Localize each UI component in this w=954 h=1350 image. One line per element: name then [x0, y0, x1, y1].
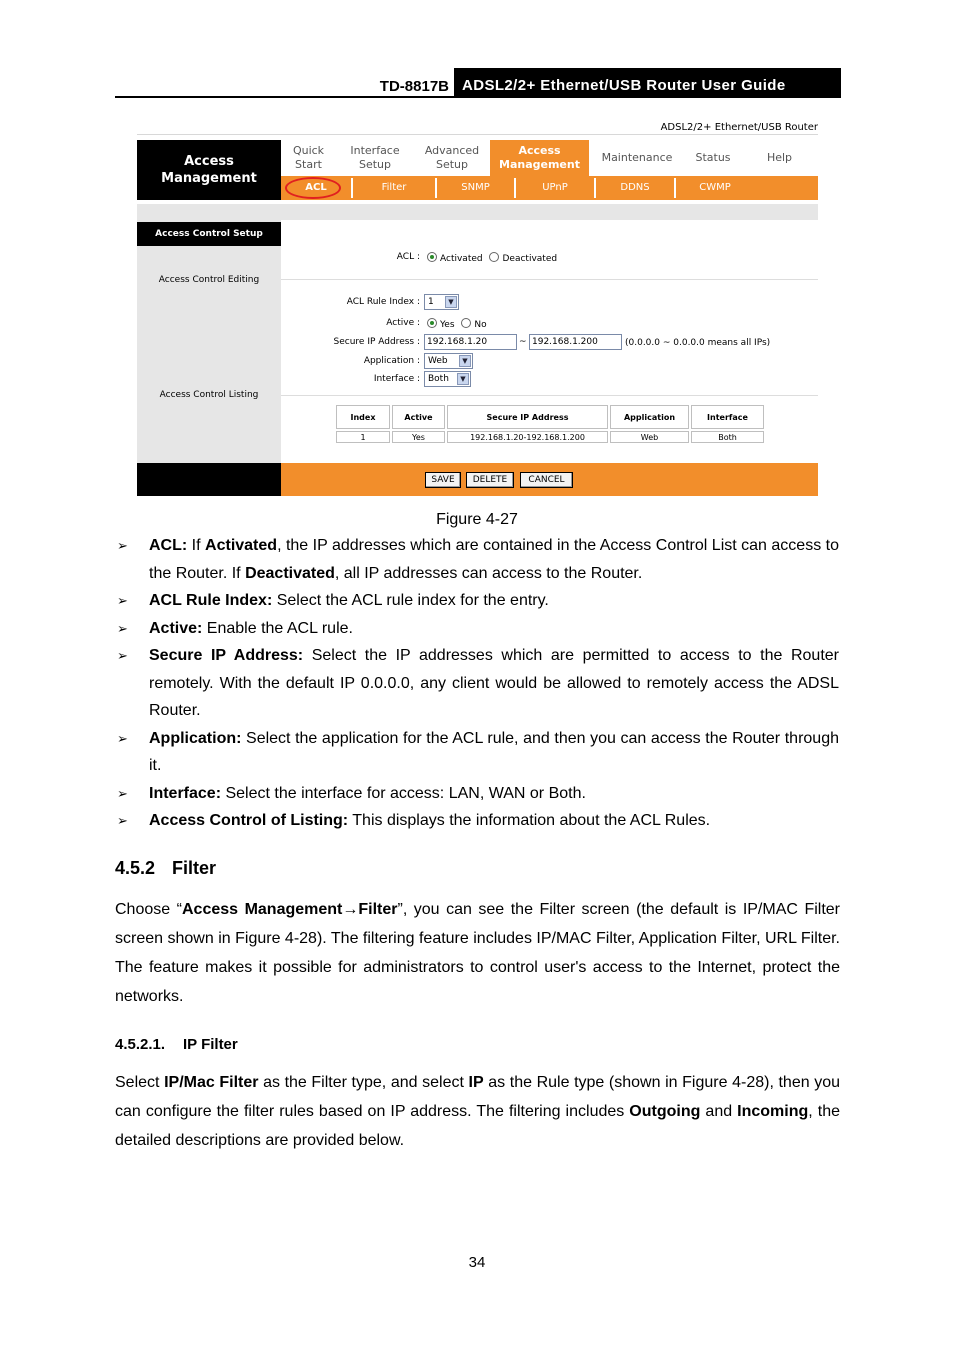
spacer-bar: [137, 204, 818, 220]
list-item: [115, 642, 839, 725]
active-radio-group: [427, 318, 491, 330]
ip-start-input[interactable]: 192.168.1.20: [424, 334, 517, 350]
bullet-text: , the IP addresses which are contained in the Access Control List can access to the Router. If: [149, 537, 840, 582]
application-value: Web: [428, 356, 448, 366]
bullet-bold: Activated: [205, 537, 278, 554]
arrow-bullet-icon: ➢: [117, 538, 128, 553]
col-secure-ip: Secure IP Address: [447, 405, 608, 429]
col-interface: Interface: [691, 405, 764, 429]
divider: [281, 279, 818, 280]
bullet-term: Interface:: [149, 784, 222, 802]
cell-interface: Both: [691, 431, 764, 443]
section-listing-label: Access Control Listing: [159, 390, 259, 400]
submenu-filter[interactable]: Filter: [351, 178, 435, 198]
paragraph-text: ”, you can see the Filter screen (the default is IP/MAC Filter screen shown in Figure 4-28). The filtering feature includes IP/MAC Filter, Application Filter, URL Filter. The feature makes it possible for administrators to control user's access to the Internet, protect the networks.: [115, 901, 841, 1005]
section-heading-4521: [115, 1036, 238, 1053]
header-model: TD-8817B: [379, 78, 449, 95]
menu-help[interactable]: Help: [766, 151, 793, 164]
section-number: 4.5.2: [115, 858, 156, 878]
arrow-bullet-icon: ➢: [117, 730, 128, 746]
bullet-text: If: [187, 537, 206, 554]
delete-button[interactable]: DELETE: [466, 472, 514, 488]
bullet-text: Select the IP addresses which are permitted to access to the Router remotely. With the default IP 0.0.0.0, any client would be allowed to remotely access the ADSL Router.: [149, 647, 839, 719]
active-yes-radio[interactable]: [427, 318, 437, 328]
save-button[interactable]: SAVE: [425, 472, 461, 488]
divider: [281, 395, 818, 396]
sub-menu: [281, 176, 818, 200]
acl-deactivated-label: Deactivated: [502, 254, 558, 264]
application-label: Application :: [363, 356, 420, 366]
acl-activated-label: Activated: [440, 254, 483, 264]
header-title: ADSL2/2+ Ethernet/USB Router User Guide: [454, 68, 841, 96]
ip-hint: (0.0.0.0 ~ 0.0.0.0 means all IPs): [625, 338, 771, 348]
section-number: 4.5.2.1.: [115, 1036, 166, 1053]
arrow-bullet-icon: ➢: [117, 620, 128, 636]
arrow-bullet-icon: ➢: [117, 813, 128, 828]
acl-activated-radio[interactable]: [427, 252, 437, 262]
bullet-bold: Deactivated: [245, 564, 335, 582]
section-head: Access Control Setup: [137, 222, 281, 246]
acl-radio-group: [427, 252, 561, 264]
arrow-bullet-icon: ➢: [117, 593, 128, 608]
left-column: [137, 220, 281, 463]
rule-index-select[interactable]: [424, 294, 459, 310]
cell-application: Web: [610, 431, 689, 443]
router-brand: ADSL2/2+ Ethernet/USB Router: [660, 122, 818, 133]
arrow-bullet-icon: ➢: [117, 648, 128, 663]
paragraph-bold: Incoming: [737, 1103, 809, 1120]
paragraph-text: Choose “: [115, 901, 182, 918]
submenu-upnp[interactable]: UPnP: [514, 178, 594, 198]
highlight-circle: [285, 177, 341, 199]
paragraph-bold: IP/Mac Filter: [164, 1074, 259, 1091]
paragraph-bold: IP: [468, 1074, 484, 1091]
list-item: [115, 725, 839, 780]
ip-filter-paragraph: [115, 1068, 840, 1155]
menu-maintenance[interactable]: Maintenance: [601, 151, 673, 164]
cell-active: Yes: [392, 431, 445, 443]
router-screenshot: [137, 118, 818, 496]
bullet-term: ACL:: [149, 537, 188, 554]
interface-select[interactable]: [424, 371, 471, 387]
main-menu: [281, 140, 818, 176]
figure-caption: Figure 4-27: [436, 511, 518, 528]
col-index: Index: [336, 405, 390, 429]
menu-interface-setup[interactable]: Interface Setup: [350, 144, 400, 171]
ip-end-input[interactable]: 192.168.1.200: [529, 334, 622, 350]
active-yes-label: Yes: [440, 320, 455, 330]
menu-quick-start[interactable]: Quick Start: [292, 144, 325, 171]
paragraph-text: Select: [115, 1074, 165, 1091]
interface-value: Both: [428, 374, 449, 384]
section-editing-label: Access Control Editing: [158, 275, 260, 285]
rule-index-value: 1: [428, 297, 434, 307]
bullet-term: ACL Rule Index:: [149, 592, 273, 609]
section-title: Filter: [172, 858, 217, 878]
table-row: [336, 431, 764, 443]
bullet-text: Select the ACL rule index for the entry.: [272, 592, 549, 609]
menu-access-management[interactable]: Access Management: [490, 140, 589, 176]
table-header-row: [336, 405, 764, 429]
submenu-acl[interactable]: [281, 176, 351, 200]
page-number: 34: [468, 1254, 486, 1271]
section-heading-452: [115, 858, 216, 879]
list-item: [115, 532, 839, 587]
page-header: [115, 68, 841, 98]
menu-advanced-setup[interactable]: Advanced Setup: [424, 144, 480, 171]
chevron-down-icon: ▼: [445, 296, 457, 308]
bullet-list: [115, 532, 839, 835]
list-item: [115, 807, 839, 835]
active-no-label: No: [474, 320, 487, 330]
side-title-line-1: Access: [184, 154, 234, 169]
paragraph-text: and: [700, 1103, 738, 1120]
col-active: Active: [392, 405, 445, 429]
bullet-term: Active:: [149, 619, 203, 637]
acl-label: ACL :: [396, 252, 420, 262]
side-title-line-2: Management: [161, 171, 257, 186]
list-item: [115, 780, 839, 808]
list-item: [115, 615, 839, 643]
bullet-text: This displays the information about the ACL Rules.: [348, 812, 711, 829]
arrow-bullet-icon: ➢: [117, 785, 128, 801]
submenu-cwmp[interactable]: CWMP: [674, 178, 754, 198]
bullet-term: Secure IP Address:: [149, 647, 304, 664]
secure-ip-label: Secure IP Address :: [333, 337, 420, 347]
bullet-text: Select the application for the ACL rule, and then you can access the Router through it.: [149, 729, 839, 774]
bullet-text: , all IP addresses can access to the Router.: [334, 564, 643, 582]
cell-secure-ip: 192.168.1.20-192.168.1.200: [447, 431, 608, 443]
menu-status[interactable]: Status: [695, 151, 731, 164]
cell-index: 1: [336, 431, 390, 443]
bullet-term: Access Control of Listing:: [149, 812, 349, 829]
chevron-down-icon: ▼: [459, 355, 471, 367]
list-item: [115, 587, 839, 615]
cancel-button[interactable]: CANCEL: [520, 472, 573, 488]
bullet-text: Select the interface for access: LAN, WAN or Both.: [221, 784, 586, 802]
paragraph-bold: Access Management→Filter: [182, 901, 398, 918]
active-no-radio[interactable]: [461, 318, 471, 328]
active-label: Active :: [386, 318, 420, 328]
acl-list-table: [334, 403, 766, 445]
ip-separator: ~: [519, 337, 527, 347]
bullet-text: Enable the ACL rule.: [202, 619, 353, 637]
bullet-term: Application:: [149, 729, 242, 747]
paragraph-text: as the Filter type, and select: [258, 1074, 469, 1091]
filter-paragraph: [115, 895, 840, 1011]
interface-label: Interface :: [373, 374, 420, 384]
footer-left: [137, 463, 281, 496]
rule-index-label: ACL Rule Index :: [346, 297, 420, 307]
paragraph-text: as the Rule type (shown in Figure 4-28), then you can configure the filter rules based on IP address. The filtering includes: [115, 1074, 841, 1120]
acl-deactivated-radio[interactable]: [489, 252, 499, 262]
submenu-acl-label: ACL: [305, 182, 327, 193]
submenu-ddns[interactable]: DDNS: [594, 178, 674, 198]
chevron-down-icon: ▼: [457, 373, 469, 385]
paragraph-text: , the detailed descriptions are provided below.: [115, 1103, 840, 1149]
side-title: [137, 140, 281, 200]
section-title: IP Filter: [183, 1036, 238, 1053]
submenu-snmp[interactable]: SNMP: [435, 178, 514, 198]
col-application: Application: [610, 405, 689, 429]
divider: [137, 134, 818, 135]
application-select[interactable]: [424, 353, 473, 369]
paragraph-bold: Outgoing: [629, 1103, 701, 1120]
